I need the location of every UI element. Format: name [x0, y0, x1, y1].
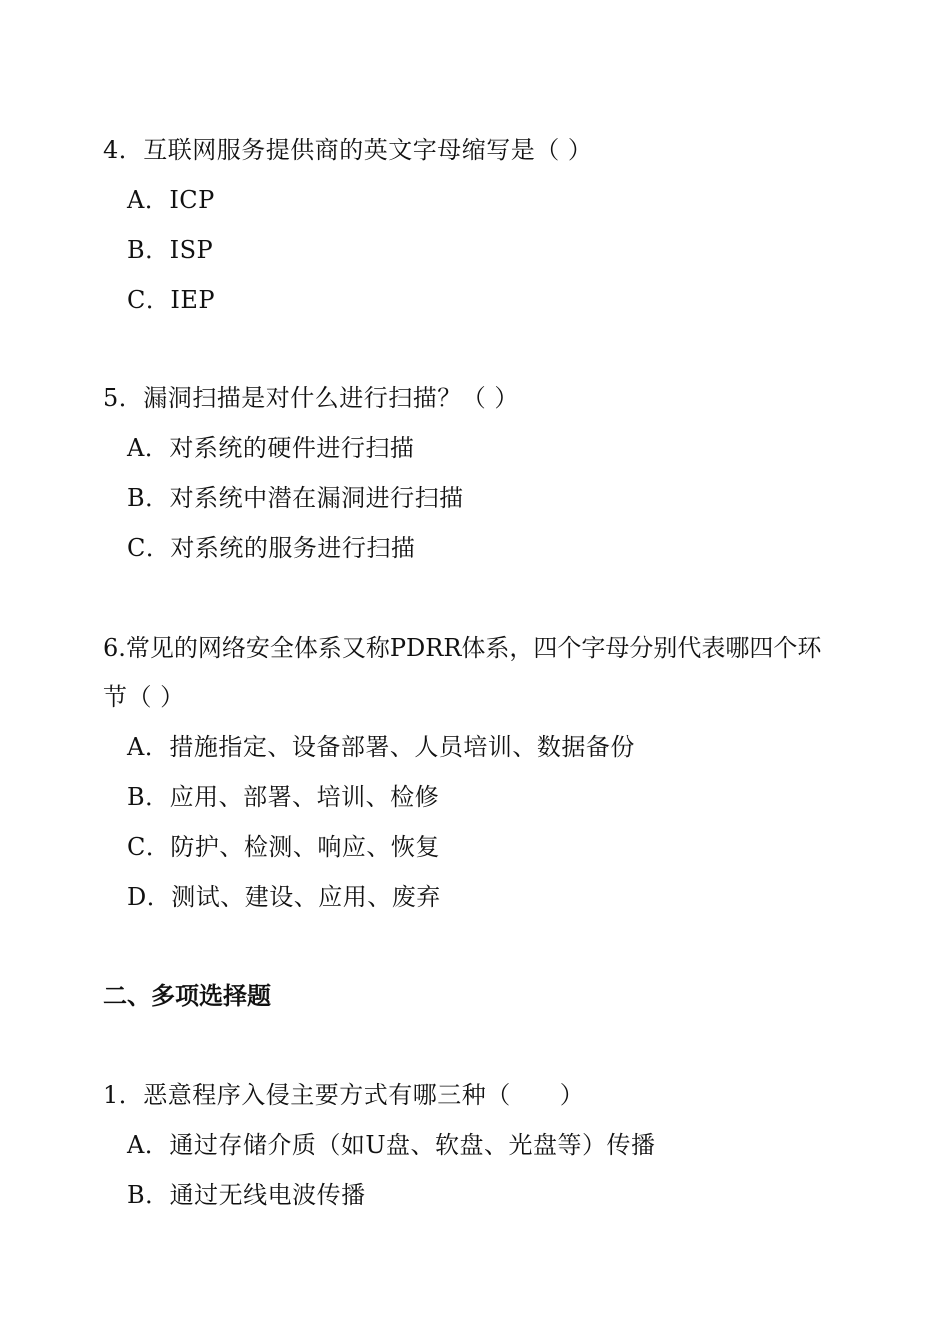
question-5-option-c: C．对系统的服务进行扫描 [127, 534, 416, 562]
multi-question-1-option-a: A．通过存储介质（如U盘、软盘、光盘等）传播 [127, 1131, 656, 1159]
question-4-option-c: C．IEP [127, 286, 216, 314]
multi-question-1-option-b: B．通过无线电波传播 [127, 1181, 366, 1209]
question-4-option-b: B．ISP [127, 236, 214, 264]
question-4-option-a: A．ICP [127, 186, 215, 214]
question-5-option-b: B．对系统中潜在漏洞进行扫描 [127, 484, 464, 512]
question-6-option-a: A．措施指定、设备部署、人员培训、数据备份 [127, 733, 635, 761]
question-6-stem-line1: 6.常见的网络安全体系又称PDRR体系，四个字母分别代表哪四个环 [103, 634, 822, 662]
question-6-option-d: D．测试、建设、应用、废弃 [127, 883, 441, 911]
question-6-stem-line2: 节（ ） [103, 683, 185, 711]
section-heading: 二、多项选择题 [103, 982, 271, 1010]
question-6-option-c: C．防护、检测、响应、恢复 [127, 833, 440, 861]
question-6-option-b: B．应用、部署、培训、检修 [127, 783, 440, 811]
question-5-stem: 5．漏洞扫描是对什么进行扫描？（ ） [103, 384, 519, 412]
multi-question-1-stem: 1．恶意程序入侵主要方式有哪三种（ ） [103, 1081, 585, 1109]
question-5-option-a: A．对系统的硬件进行扫描 [127, 434, 415, 462]
question-4-stem: 4．互联网服务提供商的英文字母缩写是（ ） [103, 136, 593, 164]
